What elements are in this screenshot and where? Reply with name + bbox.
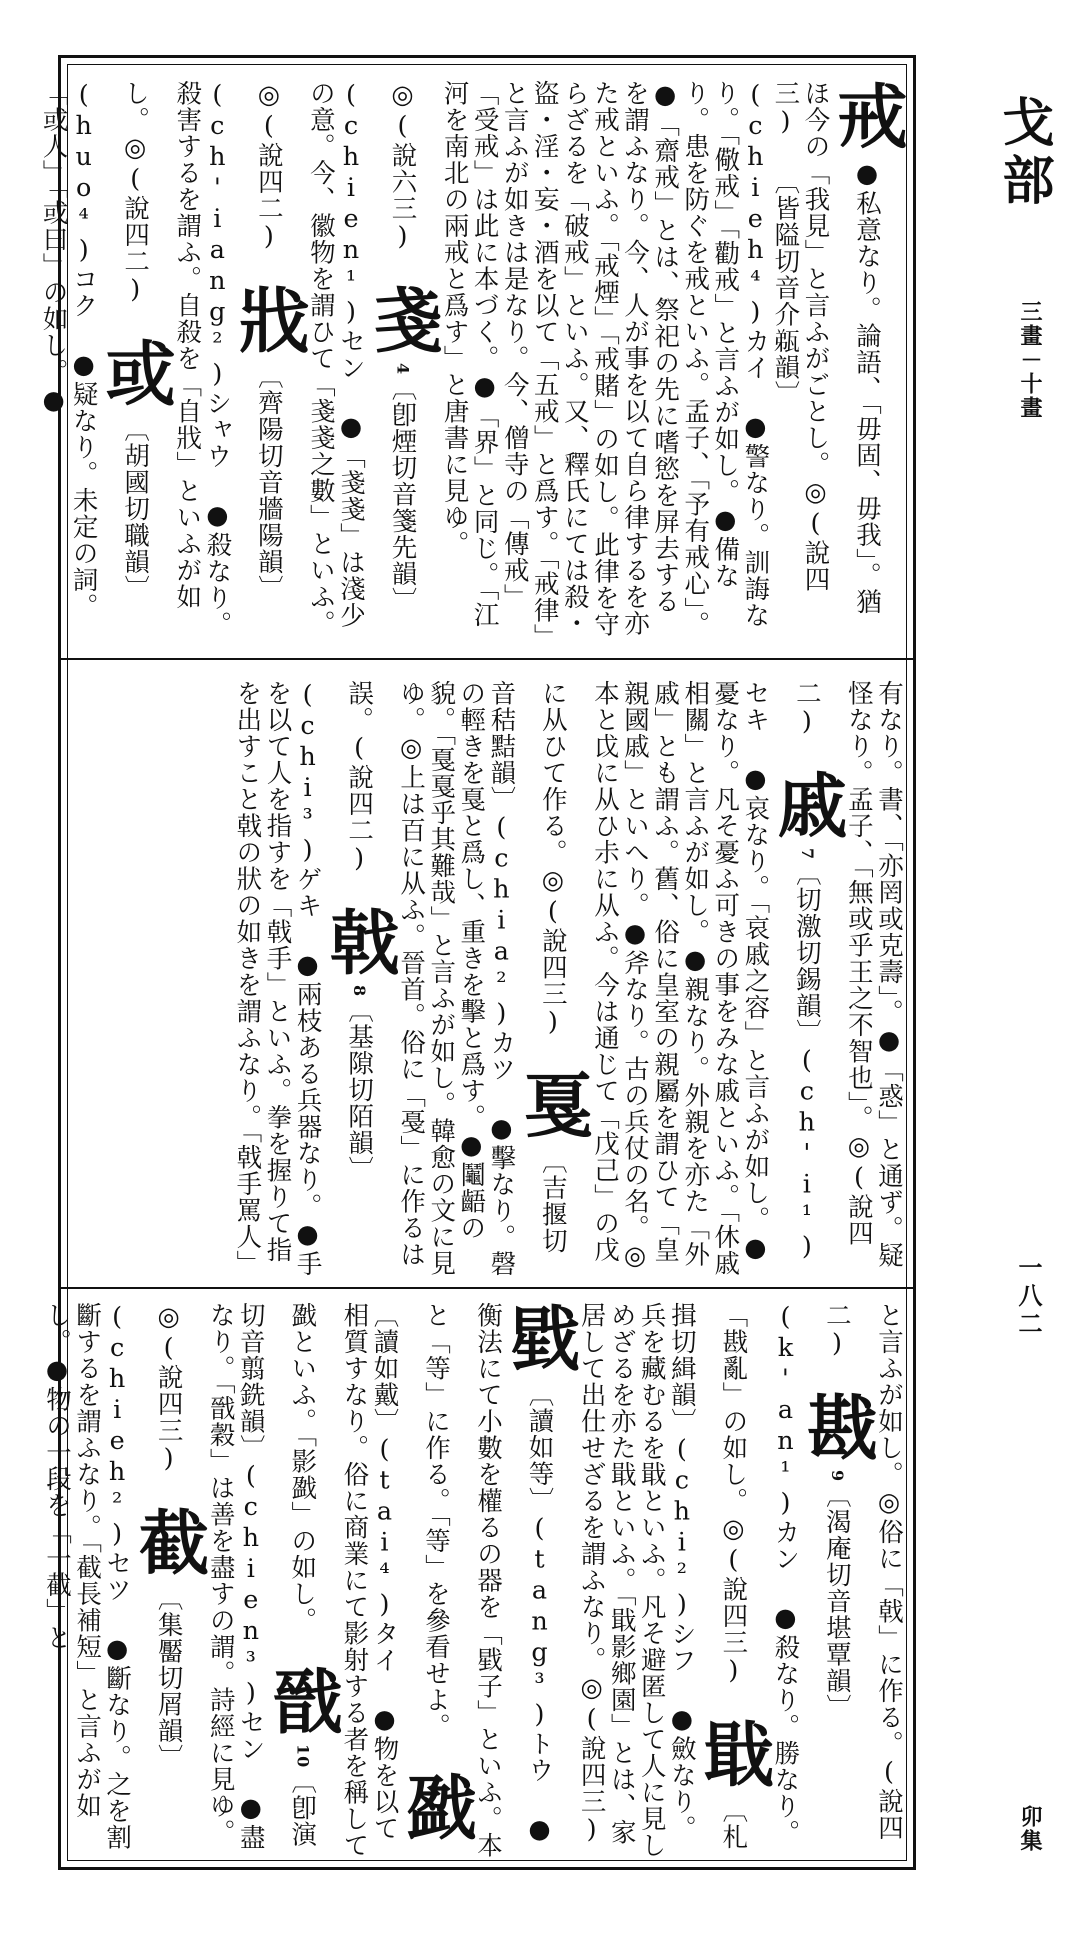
- page-number: 一八二: [1014, 1255, 1043, 1339]
- entry-definition: 有なり。書、「亦罔或克壽」。●「惑」と通ず。疑怪なり。孟子、「無或乎王之不智也」。◎(說四二): [791, 680, 904, 1269]
- entry-headword: 截: [127, 1505, 211, 1577]
- entry-headword: 戟: [318, 905, 402, 977]
- entry-definition: 〔卽演切音翦銑韻〕(chien³)セン ●盡なり。「戩穀」は善を盡すの謂。詩經に見ゆ。◎(說四三): [153, 1302, 318, 1851]
- stroke-number: 9: [827, 1469, 847, 1482]
- panel-divider-top: [58, 658, 916, 660]
- entry-headword: 戩: [261, 1664, 345, 1736]
- stroke-range: 三畫－十畫: [1017, 300, 1043, 420]
- entry-headword: 戚: [765, 768, 849, 840]
- radical-title: 戈部: [993, 95, 1054, 211]
- entry-definition: と言ふが如し。◎俗に「戟」に作る。(說四二): [821, 1302, 904, 1841]
- stroke-number: 7: [797, 847, 817, 860]
- entry-definition: 〔胡國切職韻〕(huo⁴)コク ●疑なり。未定の詞。「或人」「或曰」の如し。●: [38, 80, 151, 620]
- stroke-number: 4: [393, 362, 413, 375]
- entry-definition: 〔渴庵切音堪覃韻〕(k'an¹)カン ●殺なり。勝なり。「戡亂」の如し。◎(說四三): [718, 1302, 852, 1846]
- entry-headword: 或: [94, 336, 178, 408]
- entry-headword: 戡: [795, 1390, 879, 1462]
- entry-definition: 〔基隙切陌韻〕(chi³)ゲキ ●兩枝ある兵器なり。●手を以て人を指すを「戟手」といふ。拳を握りて指を出すこと戟の狀の如きを謂ふなり。「戟手罵人」: [232, 680, 375, 1277]
- panel-bottom: [41, 1302, 904, 1862]
- entry-headword: 戒: [826, 80, 909, 151]
- entry-definition: 〔札揖切緝韻〕(chi²)シフ ●斂なり。兵を藏むるを戢といふ。凡そ避匿して人に見しめざるを亦た戢といふ。「戢影鄉園」とは、家居して出仕せざるを謂ふなり。◎(說四三): [576, 1302, 749, 1859]
- panel-divider-bottom: [58, 1287, 916, 1289]
- entry-definition: 〔吉揠切音秸黠韻〕(chia²)カツ ●擊なり。磬の輕きを戛と爲し、重きを擊と爲す。●鬮齬の貌。「戛戛乎其難哉」と言ふが如し。韓愈の文に見ゆ。◎上は百に从ふ。晉首。俗に「戞」に作るは誤。(說四二): [344, 680, 568, 1277]
- volume-label: 卯集: [1017, 1805, 1043, 1853]
- entry-definition: 〔集靨切屑韻〕(chieh²)セツ ●斷なり。之を割斷するを謂ふなり。「截長補短」と言ふが如し。●物の一段を「一截」と: [41, 1302, 184, 1851]
- entry-headword: 戕: [227, 283, 311, 355]
- entry-definition: 〔讀如戴〕(tai⁴)タイ ●物を以て相質すなり。俗に商業にて影射する者を稱して戤といふ。「影戤」の如し。: [287, 1302, 400, 1859]
- stroke-number: 8: [350, 984, 370, 997]
- entry-headword: 戔: [361, 283, 445, 355]
- entry-headword: 戛: [511, 1069, 595, 1140]
- panel-middle: [164, 680, 904, 1280]
- dictionary-entry: [344, 680, 595, 1277]
- dictionary-entry: [387, 80, 909, 638]
- entry-definition: ●私意なり。論語、「毋固、毋我」。猶ほ今の「我見」と言ふがごとし。◎(說四三) 〔皆隘切音介𤭌韻〕(chieh⁴)カイ ●警なり。訓誨なり。「儆戒」「勸戒」と言ふが如し。●備なり。患を防ぐを戒といふ。孟子、「予有戒心」。●「齋戒」とは、祭祀の先に嗜慾を屏去するを謂ふなり。今、人が事を以て自ら律するを亦た戒といふ。「戒煙」「戒賭」の如し。此律を守らざるを「破戒」といふ。又、釋氏にては殺・盜・淫・妄・酒を以て「五戒」と爲す。「戒律」と言ふが如きは是なり。今、僧寺の「傳戒」「受戒」は此に本づく。●「界」と同じ。「江河を南北の兩戒と爲す」と唐書に見ゆ。◎(說六三): [387, 80, 882, 638]
- entry-definition: 〔卽煙切音箋先韻〕(chien¹)セン ●「戔戔」は淺少の意。今、徽物を謂ひて「戔戔之數」といふ。◎(說四二): [253, 80, 418, 637]
- entry-definition: 〔齊陽切音牆陽韻〕(ch'iang²)シャウ ●殺なり。殺害するを謂ふ。自殺を「自戕」といふが如し。◎(說四二): [120, 80, 284, 638]
- entry-headword: 戥: [498, 1302, 582, 1373]
- stroke-number: 10: [293, 1743, 313, 1769]
- panel-top: [38, 80, 909, 640]
- entry-definition: 〔讀如等〕(tang³)トウ ●衡法にて小數を權るの器を「戥子」といふ。本と「等」に作る。「等」を參看せよ。: [420, 1302, 555, 1859]
- entry-definition: 〔切激切錫韻〕(ch'i¹)セキ ●哀なり。「哀戚之容」と言ふが如し。●憂なり。凡そ憂ふ可きの事をみな戚といふ。「休戚相關」と言ふが如し。●親なり。外親を亦た「外戚」とも謂ふ。舊、俗に皇室の親屬を謂ひて「皇親國戚」といへり。●斧なり。古の兵仗の名。◎本と戉に从ひ尗に从ふ。今は通じて「戊己」の戊に从ひて作る。◎(說四三): [537, 680, 822, 1277]
- entry-headword: 戤: [394, 1770, 478, 1842]
- entry-headword: 戢: [692, 1717, 776, 1789]
